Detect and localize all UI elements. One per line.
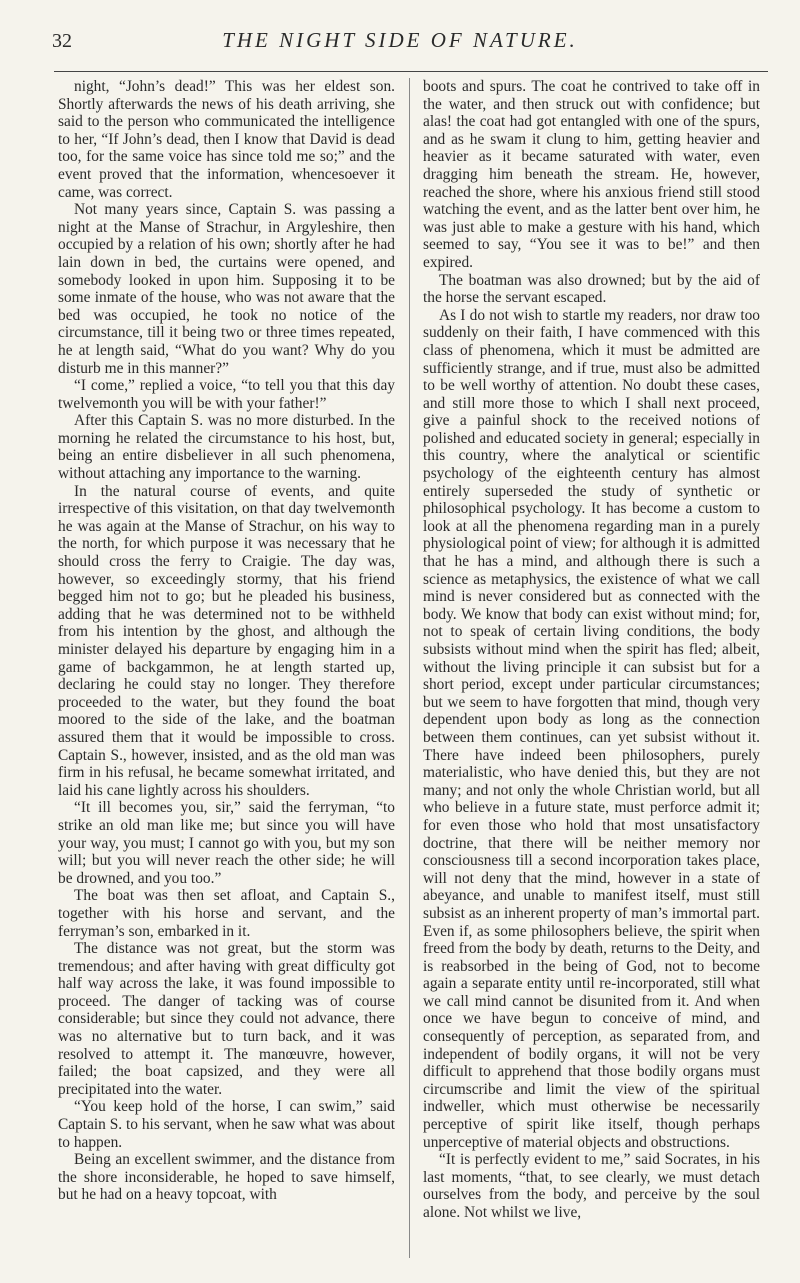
paragraph: “It is perfectly evident to me,” said Socrates, in his last moments, “that, to see clearly, we must detach ourselves from the body, and perceive by the soul alone. Not whilst we live, [423,1151,760,1221]
paragraph: “You keep hold of the horse, I can swim,” said Captain S. to his servant, when he saw what was about to happen. [58,1098,395,1151]
paragraph: boots and spurs. The coat he contrived to take off in the water, and then struck out with confidence; but alas! the coat had got entangled with one of the spurs, and as he swam it clung to him, getting heavier and heavier as it became saturated with water, even dragging him beneath the stream. He, however, reached the shore, where his anxious friend still stood watching the event, and as the latter bent over him, he was just able to make a gesture with his hand, which seemed to say, “You see it was to be!” and then expired. [423,78,760,271]
paragraph: “I come,” replied a voice, “to tell you that this day twelvemonth you will be with your father!” [58,377,395,412]
paragraph: After this Captain S. was no more disturbed. In the morning he related the circumstance to his host, but, being an entire disbeliever in all such phenomena, without attaching any importance to the warning. [58,412,395,483]
paragraph: The boat was then set afloat, and Captain S., together with his horse and servant, and the ferryman’s son, embarked in it. [58,887,395,940]
column-divider [409,78,410,1258]
paragraph: “It ill becomes you, sir,” said the ferryman, “to strike an old man like me; but since you will have your way, you must; I cannot go with you, but my son will; but you will never reach the other side; he will be drowned, and you too.” [58,799,395,887]
paragraph: As I do not wish to startle my readers, nor draw too suddenly on their faith, I have commenced with this class of phenomena, which it must be admitted are sufficiently strange, and if true, must also be admitted to be well worthy of attention. No doubt these cases, and still more those to which I shall next proceed, give a painful shock to the received notions of polished and educated society in general; especially in this country, where the analytical or scientific psychology of the eighteenth century has almost entirely superseded the study of synthetic or philosophical psychology. It has become a custom to look at all the phenomena regarding man in a purely physiological point of view; for although it is admitted that he has a mind, and although there is such a science as metaphysics, the existence of what we call mind is never considered but as connected with the body. We know that body can exist without mind; for, not to speak of certain living conditions, the body subsists without mind when the spirit has fled; albeit, without the living principle it can subsist but for a short period, except under particular circumstances; but we seem to have forgotten that mind, though very dependent upon body as long as the connection between them continues, can yet subsist without it. There have indeed been philosophers, purely materialistic, who have denied this, but they are not many; and not only the whole Christian world, but all who believe in a future state, must perforce admit it; for even those who hold that most unsatisfactory doctrine, that there will be neither memory nor consciousness till a second incorporation takes place, will not deny that the mind, however in a state of abeyance, and unable to manifest itself, must still subsist as an inherent property of man’s immortal part. Even if, as some philosophers believe, the spirit when freed from the body by death, returns to the Deity, and is reabsorbed in the being of God, not to become again a separate entity until re-incorporated, still what we call mind cannot be disunited from it. And when once we have begun to conceive of mind, and consequently of perception, as separated from, and independent of bodily organs, it will not be very difficult to apprehend that those bodily organs must circumscribe and limit the view of the spiritual indweller, which must otherwise be necessarily perceptive of spirit like itself, though perhaps unperceptive of material objects and obstructions. [423,306,760,1151]
page-number: 32 [52,30,72,52]
header-rule [54,71,768,72]
paragraph: In the natural course of events, and quite irrespective of this visitation, on that day twelvemonth he was again at the Manse of Strachur, on his way to the north, for which purpose it was necessary that he should cross the ferry to Craigie. The day was, however, so exceedingly stormy, that his friend begged him not to go; but he pleaded his business, adding that he was determined not to be withheld from his intention by the ghost, and although the minister delayed his departure by engaging him in a game of backgammon, he at length started up, declaring he could stay no longer. They therefore proceeded to the water, but they found the boat moored to the side of the lake, and the boatman assured them that it would be impossible to cross. Captain S., however, insisted, and as the old man was firm in his refusal, he became somewhat irritated, and laid his cane lightly across his shoulders. [58,482,395,799]
left-column [58,78,395,1263]
paragraph: The boatman was also drowned; but by the aid of the horse the servant escaped. [423,271,760,307]
paragraph: night, “John’s dead!” This was her eldest son. Shortly afterwards the news of his death arriving, she said to the person who communicated the intelligence to her, “If John’s dead, then I know that David is dead too, for the same voice has since told me so;” and the event proved that the information, whencesoever it came, was correct. [58,78,395,201]
paragraph: Being an excellent swimmer, and the distance from the shore inconsiderable, he hoped to save himself, but he had on a heavy topcoat, with [58,1151,395,1204]
right-column [423,78,760,1263]
paragraph: Not many years since, Captain S. was passing a night at the Manse of Strachur, in Argyleshire, then occupied by a relation of his own; shortly after he had lain down in bed, the curtains were opened, and somebody looked in upon him. Supposing it to be some inmate of the house, who was not aware that the bed was occupied, he took no notice of the circumstance, till it being two or three times repeated, he at length said, “What do you want? Why do you disturb me in this manner?” [58,201,395,377]
paragraph: The distance was not great, but the storm was tremendous; and after having with great difficulty got half way across the lake, it was found impossible to proceed. The danger of tacking was of course considerable; but since they could not advance, there was no alternative but to turn back, and it was resolved to attempt it. The manœuvre, however, failed; the boat capsized, and they were all precipitated into the water. [58,940,395,1098]
running-title: THE NIGHT SIDE OF NATURE. [222,28,578,52]
